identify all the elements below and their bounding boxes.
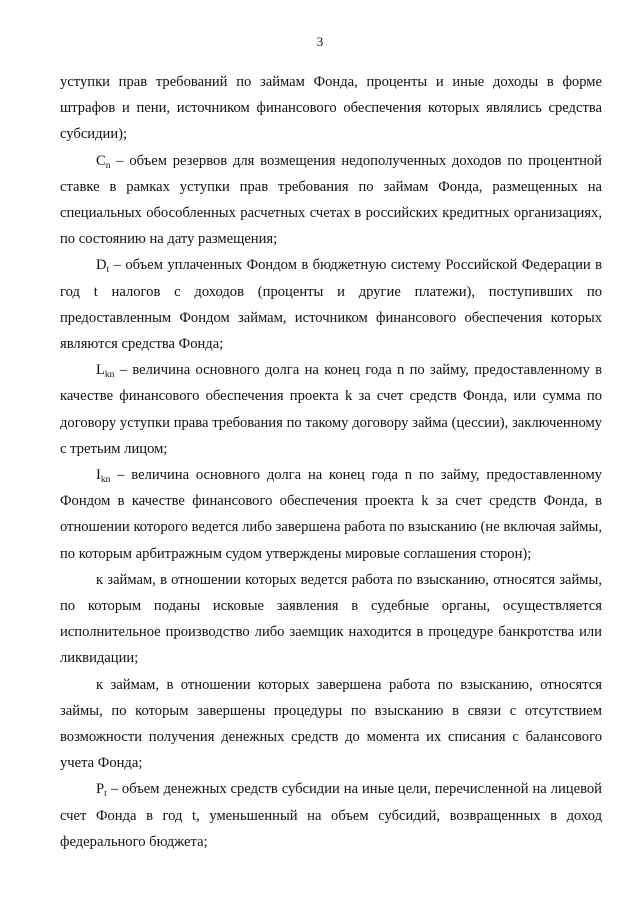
paragraph-text: уступки прав требований по займам Фонда, проценты и иные доходы в форме штрафов и пени, источником финансового обеспечения которых являлись средства субсидии);	[60, 74, 602, 143]
paragraph-collection-ongoing	[60, 567, 602, 672]
variable-subscript: n	[105, 160, 111, 171]
paragraph-collection-completed	[60, 672, 602, 777]
variable-symbol: P	[96, 781, 105, 798]
variable-subscript: kn	[100, 475, 111, 486]
variable-subscript: t	[104, 789, 107, 800]
paragraph-text: – величина основного долга на конец года n по займу, предоставленному Фондом в качестве финансового обеспечения проекта k за счет средств Фонда, в отношении которого ведется либо завершена работа по взысканию (не включая займы, по которым арбитражным судом утверждены мировые соглашения сторон);	[60, 467, 602, 562]
paragraph-definition-lkn	[60, 357, 602, 462]
paragraph-text: – объем резервов для возмещения недополученных доходов по процентной ставке в рамках уступки прав требования по займам Фонда, размещенных на специальных обособленных расчетных счетах в российских кредитных организациях, по состоянию на дату размещения;	[60, 152, 602, 248]
variable-symbol: L	[96, 362, 105, 379]
paragraph-continuation	[60, 69, 602, 148]
paragraph-text: к займам, в отношении которых ведется работа по взысканию, относятся займы, по которым поданы исковые заявления в судебные органы, осуществляется исполнительное производство либо заемщик находится в процедуре банкротства или ликвидации;	[60, 571, 602, 667]
paragraph-definition-dt	[60, 252, 602, 357]
paragraph-text: к займам, в отношении которых завершена работа по взысканию, относятся займы, по которым завершены процедуры по взысканию в связи с отсутствием возможности получения денежных средств до момента их списания с балансового учета Фонда;	[60, 676, 602, 772]
variable-subscript: t	[106, 265, 110, 276]
document-body	[60, 69, 602, 855]
paragraph-text: – величина основного долга на конец года n по займу, предоставленному в качестве финансового обеспечения проекта k за счет средств Фонда, или сумма по договору уступки права требования по такому договору займа (цессии), заключенному с третьим лицом;	[60, 362, 602, 457]
page-number: 3	[316, 34, 324, 49]
variable-subscript: kn	[104, 370, 115, 381]
variable-symbol: D	[96, 257, 107, 274]
paragraph-text: – объем денежных средств субсидии на иные цели, перечисленной на лицевой счет Фонда в год t, уменьшенный на объем субсидий, возвращенных в доход федерального бюджета;	[60, 781, 602, 850]
paragraph-text: – объем уплаченных Фондом в бюджетную систему Российской Федерации в год t налогов с доходов (проценты и другие платежи), поступивших по предоставленным Фондом займам, источником финансового обеспечения которых являются средства Фонда;	[60, 257, 602, 353]
paragraph-definition-pt	[60, 776, 602, 855]
paragraph-definition-cn	[60, 148, 602, 253]
paragraph-definition-ikn	[60, 462, 602, 567]
variable-symbol: I	[96, 467, 101, 484]
variable-symbol: C	[96, 152, 106, 169]
